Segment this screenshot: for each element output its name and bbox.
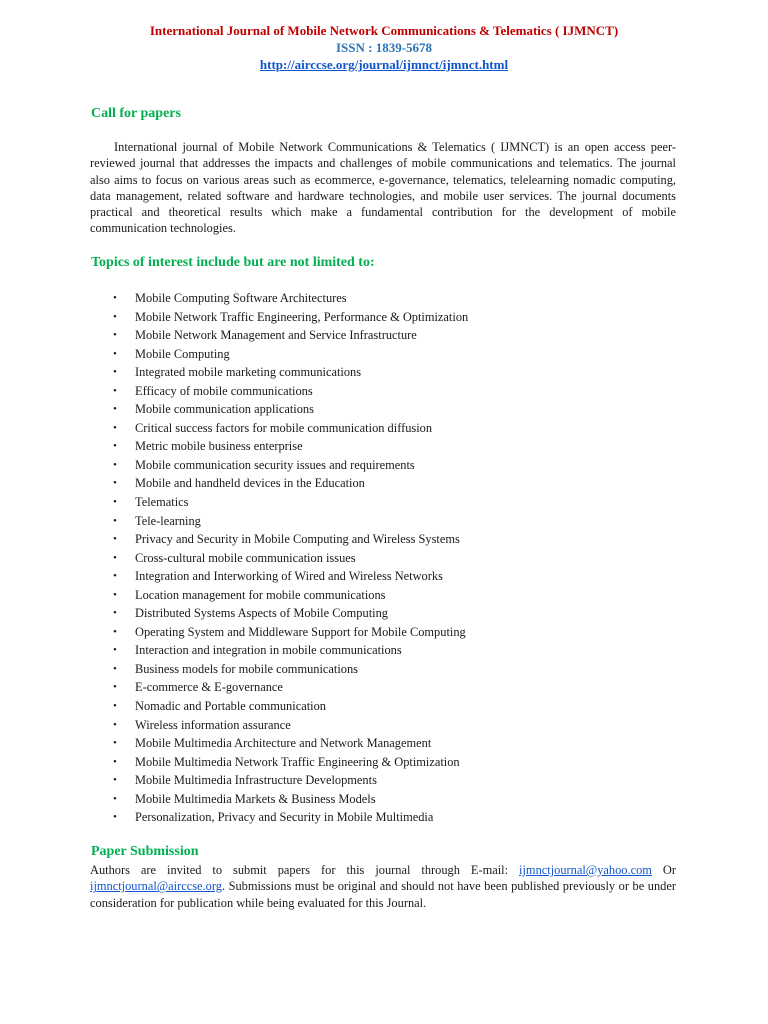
- bullet-icon: •: [113, 384, 117, 397]
- topic-label: Nomadic and Portable communication: [135, 699, 326, 714]
- topic-label: Mobile and handheld devices in the Education: [135, 476, 365, 491]
- journal-header: [0, 22, 768, 74]
- paper-submission-body: [90, 862, 676, 911]
- topic-label: Mobile communication security issues and requirements: [135, 457, 415, 472]
- bullet-icon: •: [113, 329, 117, 342]
- topic-label: Integration and Interworking of Wired and Wireless Networks: [135, 569, 443, 584]
- journal-title: International Journal of Mobile Network Communications & Telematics ( IJMNCT): [149, 23, 619, 38]
- bullet-icon: •: [113, 718, 117, 731]
- submission-text-after: . Submissions must be original and should not have been published previously or be under consideration for publication while being evaluated for this Journal.: [90, 879, 676, 910]
- topic-label: Operating System and Middleware Support for Mobile Computing: [135, 624, 466, 639]
- topic-label: Location management for mobile communications: [135, 587, 386, 602]
- bullet-icon: •: [113, 811, 117, 824]
- topic-label: Mobile Multimedia Architecture and Network Management: [135, 736, 432, 751]
- topic-label: Mobile Network Traffic Engineering, Performance & Optimization: [135, 309, 469, 324]
- topic-label: Mobile Multimedia Markets & Business Models: [135, 791, 376, 806]
- topic-label: Mobile Computing: [135, 346, 230, 361]
- bullet-icon: •: [113, 421, 117, 434]
- topic-label: Tele-learning: [135, 513, 201, 528]
- topic-label: Distributed Systems Aspects of Mobile Computing: [135, 606, 388, 621]
- bullet-icon: •: [113, 514, 117, 527]
- topic-label: Wireless information assurance: [135, 717, 291, 732]
- bullet-icon: •: [113, 551, 117, 564]
- call-for-papers-heading: Call for papers: [91, 106, 181, 121]
- bullet-icon: •: [113, 662, 117, 675]
- topic-label: Interaction and integration in mobile communications: [135, 643, 402, 658]
- call-for-papers-body: [90, 139, 676, 237]
- topic-label: Critical success factors for mobile communication diffusion: [135, 420, 433, 435]
- bullet-icon: •: [113, 496, 117, 509]
- topic-label: Efficacy of mobile communications: [135, 383, 313, 398]
- bullet-icon: •: [113, 403, 117, 416]
- topic-label: Mobile Multimedia Infrastructure Developments: [135, 773, 377, 788]
- bullet-icon: •: [113, 310, 117, 323]
- bullet-icon: •: [113, 570, 117, 583]
- bullet-icon: •: [113, 533, 117, 546]
- paper-submission-heading: Paper Submission: [91, 844, 199, 859]
- email-link-airccse[interactable]: ijmnctjournal@airccse.org: [90, 879, 222, 894]
- bullet-icon: •: [113, 737, 117, 750]
- submission-text-before: Authors are invited to submit papers for this journal through E-mail:: [90, 863, 520, 877]
- topics-heading: Topics of interest include but are not limited to:: [91, 255, 375, 270]
- issn: ISSN : 1839-5678: [335, 40, 433, 55]
- submission-text-between: Or: [651, 863, 676, 877]
- bullet-icon: •: [113, 774, 117, 787]
- bullet-icon: •: [113, 681, 117, 694]
- call-for-papers-text: International journal of Mobile Network Communications & Telematics ( IJMNCT) is an open access peer-reviewed journal that addresses the impacts and challenges of mobile communications and telematics. The journal also aims to focus on various areas such as ecommerce, e-governance, telematics, telelearning nomadic computing, data management, related software and hardware technologies, and mobile user services. The journal documents practical and theoretical results which make a fundamental contribution for the development of mobile communication technologies.: [90, 140, 676, 236]
- bullet-icon: •: [113, 347, 117, 360]
- email-link-yahoo[interactable]: ijmnctjournal@yahoo.com: [519, 863, 652, 877]
- topic-label: Integrated mobile marketing communications: [135, 365, 362, 380]
- bullet-icon: •: [113, 644, 117, 657]
- topic-label: Business models for mobile communications: [135, 661, 359, 676]
- bullet-icon: •: [113, 458, 117, 471]
- topic-label: Cross-cultural mobile communication issues: [135, 550, 356, 565]
- bullet-icon: •: [113, 755, 117, 768]
- topic-label: Mobile Multimedia Network Traffic Engineering & Optimization: [135, 754, 460, 769]
- topic-label: Mobile communication applications: [135, 402, 314, 417]
- topic-label: Mobile Computing Software Architectures: [135, 291, 347, 305]
- bullet-icon: •: [113, 588, 117, 601]
- bullet-icon: •: [113, 477, 117, 490]
- bullet-icon: •: [113, 607, 117, 620]
- topic-label: E-commerce & E-governance: [135, 680, 283, 695]
- bullet-icon: •: [113, 700, 117, 713]
- topic-label: Metric mobile business enterprise: [135, 439, 303, 454]
- journal-url-link[interactable]: http://airccse.org/journal/ijmnct/ijmnct.html: [259, 57, 509, 72]
- topic-label: Telematics: [135, 495, 189, 510]
- bullet-icon: •: [113, 292, 117, 304]
- bullet-icon: •: [113, 792, 117, 805]
- topic-label: Personalization, Privacy and Security in Mobile Multimedia: [135, 810, 434, 825]
- bullet-icon: •: [113, 440, 117, 453]
- bullet-icon: •: [113, 625, 117, 638]
- topic-label: Privacy and Security in Mobile Computing and Wireless Systems: [135, 532, 460, 547]
- bullet-icon: •: [113, 366, 117, 379]
- topic-label: Mobile Network Management and Service Infrastructure: [135, 328, 417, 343]
